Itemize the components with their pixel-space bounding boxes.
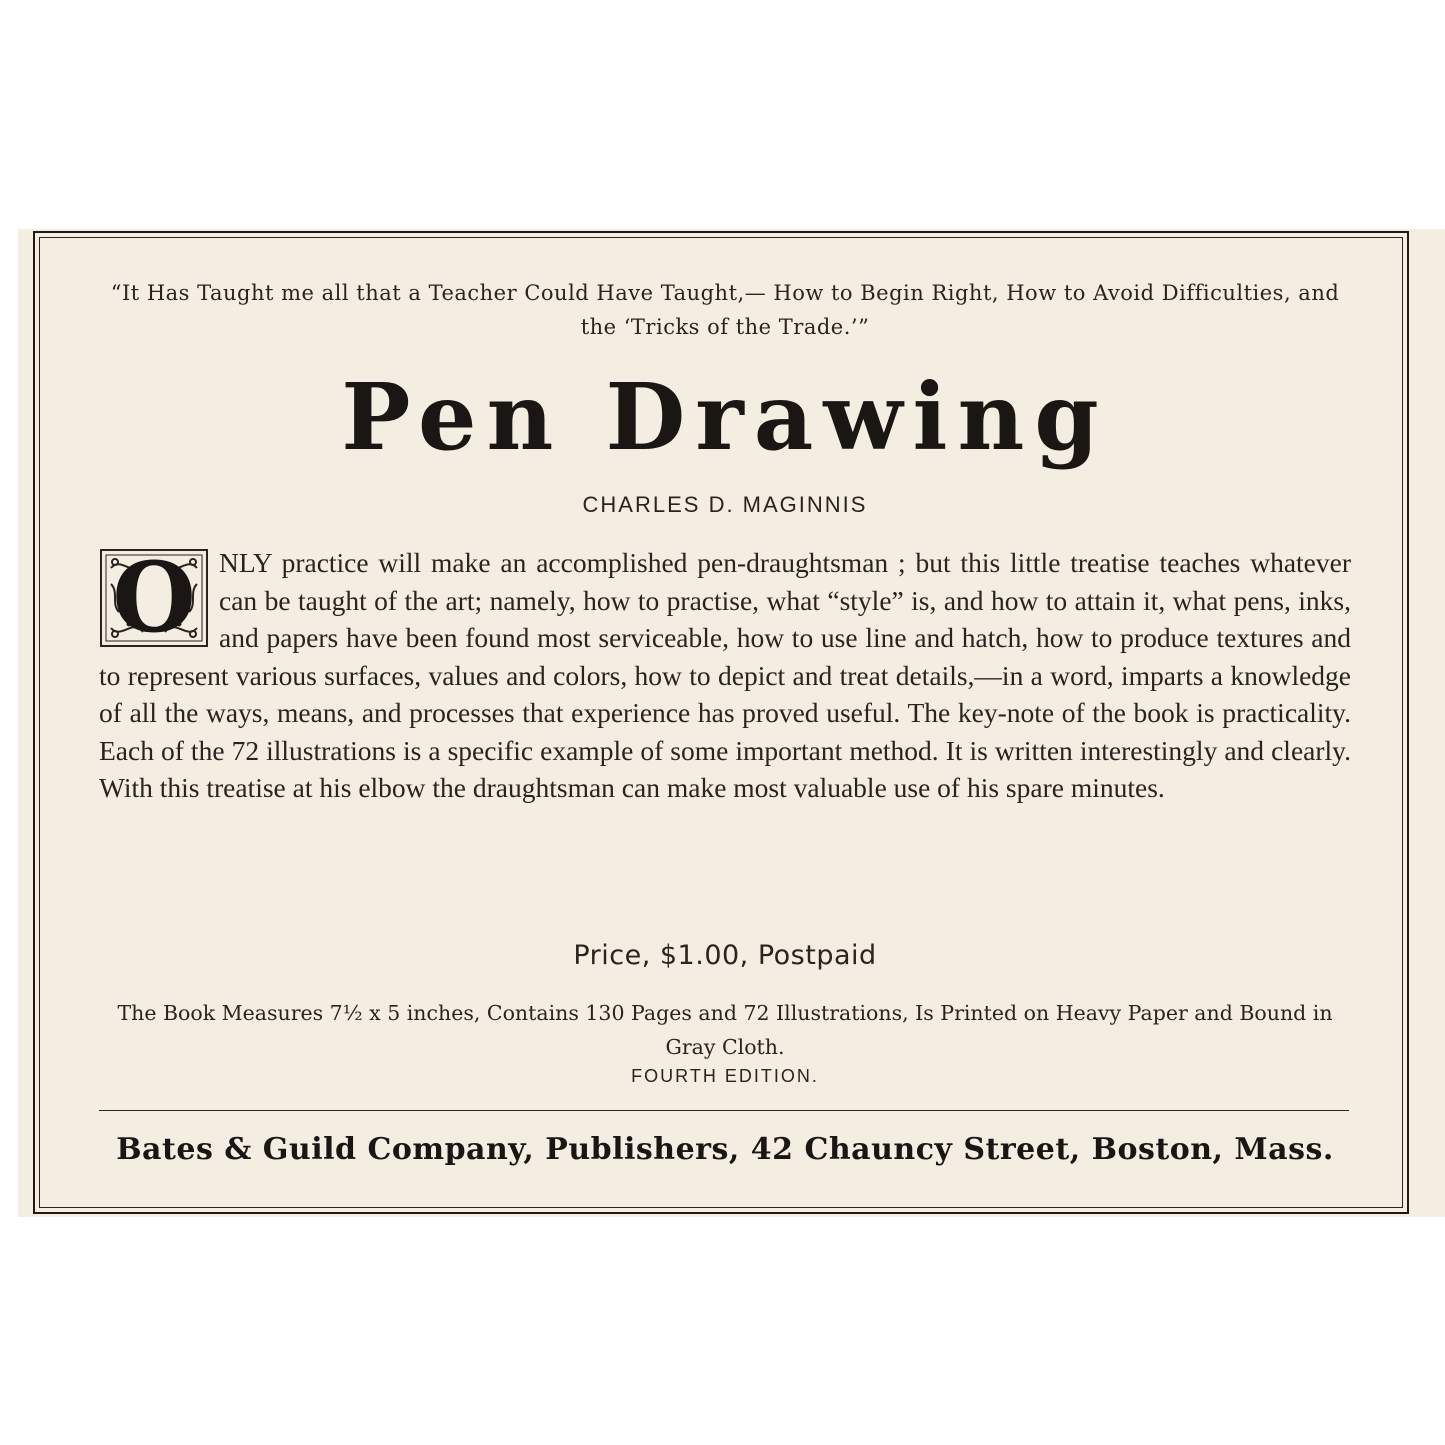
divider: [99, 1110, 1349, 1111]
author-name: CHARLES D. MAGINNIS: [582, 492, 868, 517]
book-title: Pen Drawing: [341, 363, 1109, 471]
edition-label: FOURTH EDITION.: [631, 1066, 819, 1086]
price-line: Price, $1.00, Postpaid: [573, 940, 877, 971]
testimonial-quote: “It Has Taught me all that a Teacher Could Have Taught,— How to Begin Right, How to Avoid Difficulties, and the ‘Tricks of the Trade.’”: [110, 281, 1340, 339]
description-paragraph: [99, 541, 1351, 807]
ornamental-initial-icon: [99, 541, 209, 654]
dropcap-letter: O: [112, 541, 196, 654]
description-text: NLY practice will make an accomplished pen-draughtsman ; but this little treatise teaches whatever can be taught of the art; namely, how to practise, what “style” is, and how to attain it, what pens, inks, and papers have been found most serviceable, how to use line and hatch, how to produce textures and to represent various surfaces, values and colors, how to depict and treat details,—in a word, imparts a knowledge of all the ways, means, and processes that experience has proved useful. The key-note of the book is practicality. Each of the 72 illustrations is a specific example of some important method. It is written interestingly and clearly. With this treatise at his elbow the draughtsman can make most valuable use of his spare minutes.: [99, 547, 1351, 803]
publisher-line: Bates & Guild Company, Publishers, 42 Chauncy Street, Boston, Mass.: [116, 1132, 1334, 1167]
book-specifications: The Book Measures 7½ x 5 inches, Contains 130 Pages and 72 Illustrations, Is Printed on Heavy Paper and Bound in Gray Cloth.: [117, 1001, 1333, 1059]
